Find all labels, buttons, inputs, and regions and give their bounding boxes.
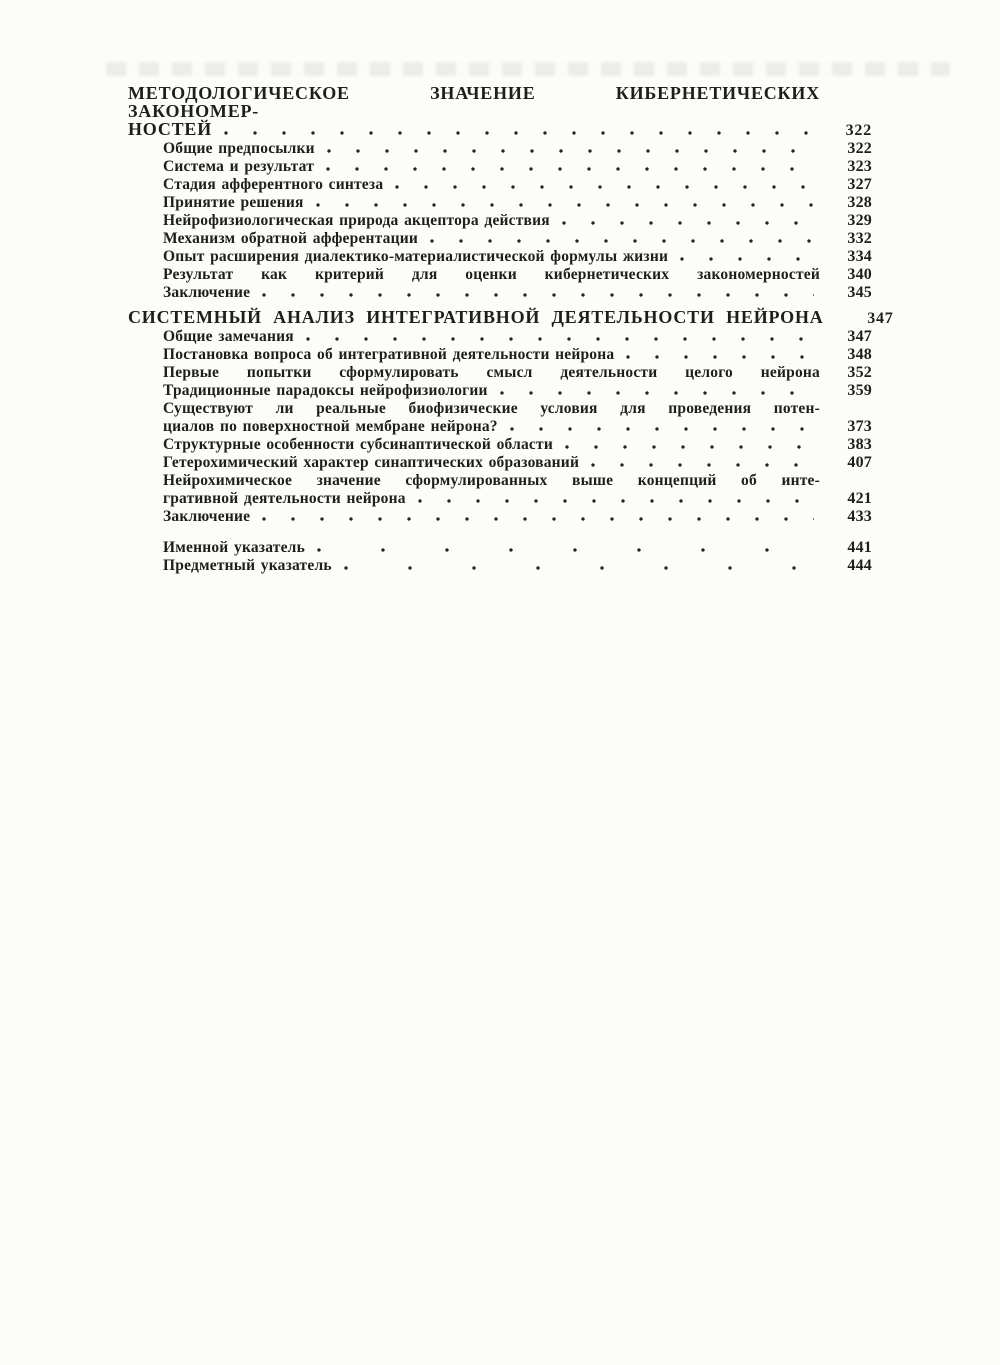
toc-entry bbox=[128, 472, 872, 490]
dot-leader bbox=[626, 355, 814, 359]
toc-entry-page-number: 421 bbox=[847, 490, 872, 507]
dot-leader bbox=[326, 167, 814, 171]
dot-leader bbox=[327, 149, 814, 153]
dot-leader bbox=[316, 203, 814, 207]
toc-entry bbox=[128, 508, 872, 526]
toc-entry-title: Общие замечания bbox=[163, 328, 294, 345]
toc-entry-page-number: 359 bbox=[847, 382, 872, 399]
toc-entry-page-number: 433 bbox=[847, 508, 872, 525]
toc-entry bbox=[128, 557, 872, 575]
toc-entry bbox=[128, 212, 872, 230]
dot-leader bbox=[591, 463, 814, 467]
toc-entry-title: Именной указатель bbox=[163, 539, 305, 556]
toc-entry-title: МЕТОДОЛОГИЧЕСКОЕ ЗНАЧЕНИЕ КИБЕРНЕТИЧЕСКИХ ЗАКОНОМЕР- bbox=[128, 83, 820, 121]
toc-entry bbox=[128, 140, 872, 158]
toc-entry-page-number: 329 bbox=[847, 212, 872, 229]
toc-entry bbox=[128, 284, 872, 302]
dot-leader bbox=[500, 391, 814, 395]
toc-entry-title: СИСТЕМНЫЙ АНАЛИЗ ИНТЕГРАТИВНОЙ ДЕЯТЕЛЬНОСТИ НЕЙРОНА bbox=[128, 307, 824, 327]
toc-entry-title: Стадия афферентного синтеза bbox=[163, 176, 384, 193]
toc-entry-page-number: 444 bbox=[847, 557, 872, 574]
toc-entry-page-number: 322 bbox=[847, 140, 872, 157]
toc-entry bbox=[128, 248, 872, 266]
dot-leader bbox=[562, 221, 814, 225]
toc-entry bbox=[128, 176, 872, 194]
dot-leader bbox=[430, 239, 814, 243]
toc-entry-title: Заключение bbox=[163, 508, 251, 525]
toc-entry bbox=[128, 364, 872, 382]
toc-entry-page-number: 323 bbox=[847, 158, 872, 175]
toc-entry-page-number: 327 bbox=[847, 176, 872, 193]
toc-entry-page-number: 340 bbox=[847, 266, 872, 283]
dot-leader bbox=[565, 445, 814, 449]
toc-entry-title: Первые попытки сформулировать смысл деятельности целого нейрона bbox=[163, 364, 820, 381]
toc-entry-title: Нейрохимическое значение сформулированных выше концепций об инте- bbox=[163, 472, 820, 489]
toc-entry-page-number: 441 bbox=[847, 539, 872, 556]
toc-entry-page-number: 347 bbox=[847, 328, 872, 345]
toc-entry-title: Предметный указатель bbox=[163, 557, 332, 574]
toc-entry bbox=[128, 454, 872, 472]
dot-leader bbox=[418, 499, 814, 503]
toc-entry-title: гративной деятельности нейрона bbox=[163, 490, 406, 507]
toc-entry-title: Механизм обратной афферентации bbox=[163, 230, 419, 247]
toc-entry-title: Результат как критерий для оценки кибернетических закономерностей bbox=[163, 266, 820, 283]
toc-entry bbox=[128, 418, 872, 436]
toc-entry bbox=[128, 346, 872, 364]
toc-entry bbox=[128, 84, 872, 120]
toc-entry bbox=[128, 307, 894, 328]
toc-entry-page-number: 322 bbox=[845, 122, 872, 139]
toc-entry bbox=[128, 230, 872, 248]
toc-entry-page-number: 345 bbox=[847, 284, 872, 301]
dot-leader bbox=[262, 517, 814, 521]
ink-ghost-artifact bbox=[106, 62, 950, 76]
toc-entry-page-number: 373 bbox=[847, 418, 872, 435]
toc-entry-title: Принятие решения bbox=[163, 194, 304, 211]
toc-entry-page-number: 348 bbox=[847, 346, 872, 363]
toc-entry-title: Постановка вопроса об интегративной деятельности нейрона bbox=[163, 346, 615, 363]
toc-entry-title: Существуют ли реальные биофизические условия для проведения потен- bbox=[163, 400, 820, 417]
toc-entry-title: Структурные особенности субсинаптической области bbox=[163, 436, 553, 453]
toc-entry-page-number: 334 bbox=[847, 248, 872, 265]
toc-entry-page-number: 332 bbox=[847, 230, 872, 247]
dot-leader bbox=[680, 257, 814, 261]
toc-entry-page-number: 383 bbox=[847, 436, 872, 453]
toc-entry bbox=[128, 158, 872, 176]
dot-leader bbox=[224, 131, 814, 135]
toc-entry bbox=[128, 436, 872, 454]
toc-entry-page-number: 347 bbox=[867, 310, 894, 327]
toc-entry-title: Опыт расширения диалектико-материалистической формулы жизни bbox=[163, 248, 669, 265]
toc-entry bbox=[128, 400, 872, 418]
toc-entry bbox=[128, 266, 872, 284]
toc-entry bbox=[128, 490, 872, 508]
toc-entry-title: НОСТЕЙ bbox=[128, 119, 213, 139]
toc-entry-title: Общие предпосылки bbox=[163, 140, 315, 157]
toc-entry-page-number: 352 bbox=[847, 364, 872, 381]
toc-entry-title: Гетерохимический характер синаптических образований bbox=[163, 454, 580, 471]
dot-leader bbox=[306, 337, 814, 341]
toc-entry bbox=[128, 328, 872, 346]
toc-entry-title: Заключение bbox=[163, 284, 251, 301]
dot-leader bbox=[395, 185, 814, 189]
dot-leader bbox=[317, 548, 814, 552]
dot-leader bbox=[510, 427, 814, 431]
dot-leader bbox=[344, 566, 814, 570]
dot-leader bbox=[262, 293, 814, 297]
toc-entry bbox=[128, 382, 872, 400]
table-of-contents bbox=[128, 83, 894, 575]
toc-entry-title: циалов по поверхностной мембране нейрона? bbox=[163, 418, 498, 435]
toc-entry-title: Система и результат bbox=[163, 158, 315, 175]
toc-entry-title: Традиционные парадоксы нейрофизиологии bbox=[163, 382, 488, 399]
toc-entry-title: Нейрофизиологическая природа акцептора действия bbox=[163, 212, 550, 229]
toc-entry bbox=[128, 120, 872, 140]
toc-entry bbox=[128, 194, 872, 212]
toc-entry-page-number: 407 bbox=[847, 454, 872, 471]
toc-entry-page-number: 328 bbox=[847, 194, 872, 211]
toc-entry bbox=[128, 539, 872, 557]
